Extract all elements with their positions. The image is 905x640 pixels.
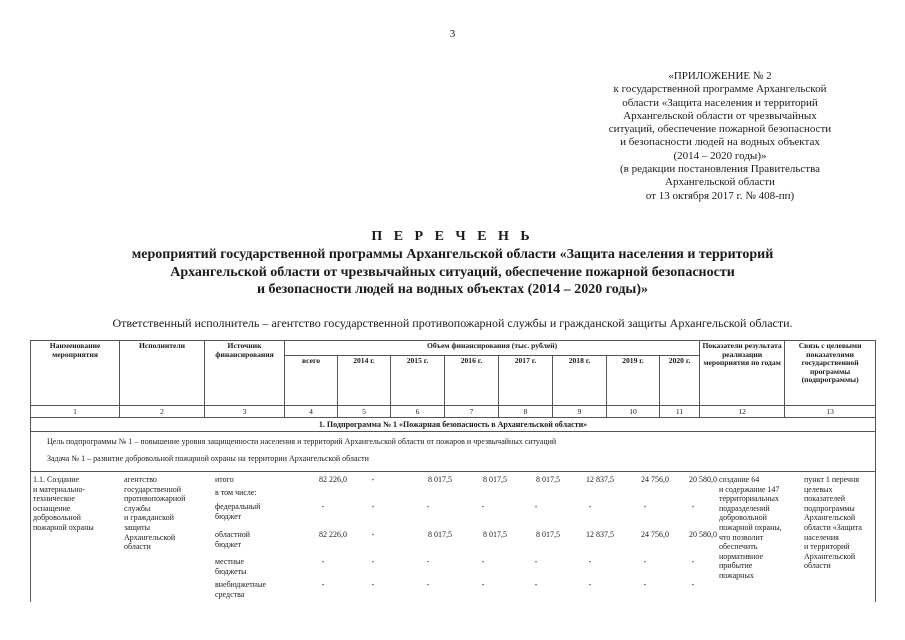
financing-value: 8 017,5: [428, 530, 452, 539]
header-year: 2018 г.: [553, 356, 607, 406]
financing-value: -: [534, 557, 538, 566]
financing-value: -: [481, 557, 485, 566]
financing-value: -: [534, 502, 538, 511]
column-number: 13: [785, 406, 876, 418]
header-total: всего: [285, 356, 338, 406]
financing-source: внебюджетные средства: [215, 580, 266, 599]
financing-rows: [214, 475, 717, 605]
financing-source: в том числе:: [215, 488, 257, 497]
column-number: 9: [553, 406, 607, 418]
column-number: 4: [285, 406, 338, 418]
responsible-executive: Ответственный исполнитель – агентство государственной противопожарной службы и гражданской защиты Архангельской области.: [112, 316, 793, 330]
appendix-line: Архангельской области: [665, 176, 775, 189]
header-executor: Исполнители: [120, 341, 205, 406]
financing-value: 20 580,0: [689, 530, 717, 539]
column-number: 1: [31, 406, 120, 418]
financing-value: 8 017,5: [483, 530, 507, 539]
header-year: 2019 г.: [607, 356, 660, 406]
measure-name: 1.1. Создание и материально- техническое оснащение добровольной пожарной охраны: [33, 475, 94, 532]
financing-source: федеральный бюджет: [215, 502, 261, 521]
financing-value: -: [588, 557, 592, 566]
financing-value: 24 756,0: [641, 475, 669, 484]
financing-value: -: [643, 580, 647, 589]
appendix-line: (2014 – 2020 годы)»: [673, 149, 767, 162]
financing-value: -: [643, 502, 647, 511]
appendix-line: от 13 октября 2017 г. № 408-пп): [645, 189, 795, 202]
financing-value: 24 756,0: [641, 530, 669, 539]
document-title-word: П Е Р Е Ч Е Н Ь: [371, 229, 534, 244]
financing-value: -: [481, 580, 485, 589]
header-year: 2015 г.: [391, 356, 445, 406]
subprogram-goal: Цель подпрограммы № 1 – повышение уровня защищенности населения и территорий Архангельской области от пожаров и чрезвычайных ситуаций: [31, 432, 876, 451]
header-source: Источник финансирования: [205, 341, 285, 406]
financing-value: -: [426, 557, 430, 566]
financing-source: местные бюджеты: [215, 557, 247, 576]
appendix-line: Архангельской области от чрезвычайных: [623, 109, 817, 122]
financing-value: -: [534, 580, 538, 589]
financing-value: -: [588, 502, 592, 511]
appendix-line: ситуаций, обеспечение пожарной безопасности: [608, 123, 832, 136]
financing-value: -: [643, 557, 647, 566]
document-title: [0, 246, 905, 299]
financing-value: -: [426, 502, 430, 511]
appendix-line: и безопасности людей на водных объектах: [620, 136, 820, 149]
measure-indicators: создание 64 и содержание 147 территориальных подразделений добровольной пожарной охраны, что позволит обеспечить нормативное прибытие пожарных: [719, 475, 782, 580]
financing-value: -: [321, 502, 325, 511]
financing-value: -: [481, 502, 485, 511]
financing-value: -: [371, 557, 375, 566]
financing-value: -: [321, 557, 325, 566]
financing-value: -: [691, 502, 695, 511]
column-number: 11: [660, 406, 700, 418]
page-number: 3: [449, 28, 456, 40]
financing-source: областной бюджет: [215, 530, 251, 549]
financing-value: -: [426, 580, 430, 589]
financing-value: 8 017,5: [536, 530, 560, 539]
header-year: 2014 г.: [338, 356, 391, 406]
column-number: 6: [391, 406, 445, 418]
header-indicators: Показатели результата реализации мероприятия по годам: [700, 341, 785, 406]
financing-value: 82 226,0: [319, 530, 347, 539]
measure-executor: агентство государственной противопожарной службы и гражданской защиты Архангельской области: [124, 475, 186, 552]
financing-value: -: [371, 530, 375, 539]
column-number: 10: [607, 406, 660, 418]
financing-value: 20 580,0: [689, 475, 717, 484]
column-number: 3: [205, 406, 285, 418]
title-line: Архангельской области от чрезвычайных ситуаций, обеспечение пожарной безопасности: [170, 264, 735, 280]
column-number: 8: [499, 406, 553, 418]
column-number: 2: [120, 406, 205, 418]
financing-value: -: [691, 580, 695, 589]
title-line: мероприятий государственной программы Архангельской области «Защита населения и территорий: [131, 247, 774, 262]
financing-value: -: [691, 557, 695, 566]
financing-value: 82 226,0: [319, 475, 347, 484]
financing-value: -: [371, 580, 375, 589]
column-number: 7: [445, 406, 499, 418]
title-line: и безопасности людей на водных объектах (2014 – 2020 годы)»: [256, 282, 649, 297]
header-year: 2016 г.: [445, 356, 499, 406]
appendix-line: (в редакции постановления Правительства: [619, 163, 821, 176]
financing-value: -: [588, 580, 592, 589]
appendix-line: области «Защита населения и территорий: [622, 96, 818, 109]
column-number: 12: [700, 406, 785, 418]
appendix-block: [585, 70, 855, 203]
financing-value: 8 017,5: [536, 475, 560, 484]
financing-value: -: [371, 502, 375, 511]
header-year: 2020 г.: [660, 356, 700, 406]
column-number: 5: [338, 406, 391, 418]
appendix-line: к государственной программе Архангельской: [613, 83, 827, 96]
financing-value: -: [371, 475, 375, 484]
measure-link: пункт 1 перечня целевых показателей подпрограммы Архангельской области «Защита населения и территорий Архангельской области: [804, 475, 862, 571]
financing-value: 8 017,5: [483, 475, 507, 484]
header-name: Наименование мероприятия: [31, 341, 120, 406]
financing-value: -: [321, 580, 325, 589]
header-link: Связь с целевыми показателями государственной программы (подпрограммы): [785, 341, 876, 406]
header-year: 2017 г.: [499, 356, 553, 406]
subprogram-task: Задача № 1 – развитие добровольной пожарной охраны на территории Архангельской области: [31, 450, 876, 472]
financing-value: 12 837,5: [586, 530, 614, 539]
subprogram-title: 1. Подпрограмма № 1 «Пожарная безопасность в Архангельской области»: [31, 418, 876, 432]
financing-value: 8 017,5: [428, 475, 452, 484]
header-volume: Объем финансирования (тыс. рублей): [285, 341, 700, 356]
financing-value: 12 837,5: [586, 475, 614, 484]
appendix-line: «ПРИЛОЖЕНИЕ № 2: [668, 70, 772, 82]
financing-source: итого: [215, 475, 234, 484]
